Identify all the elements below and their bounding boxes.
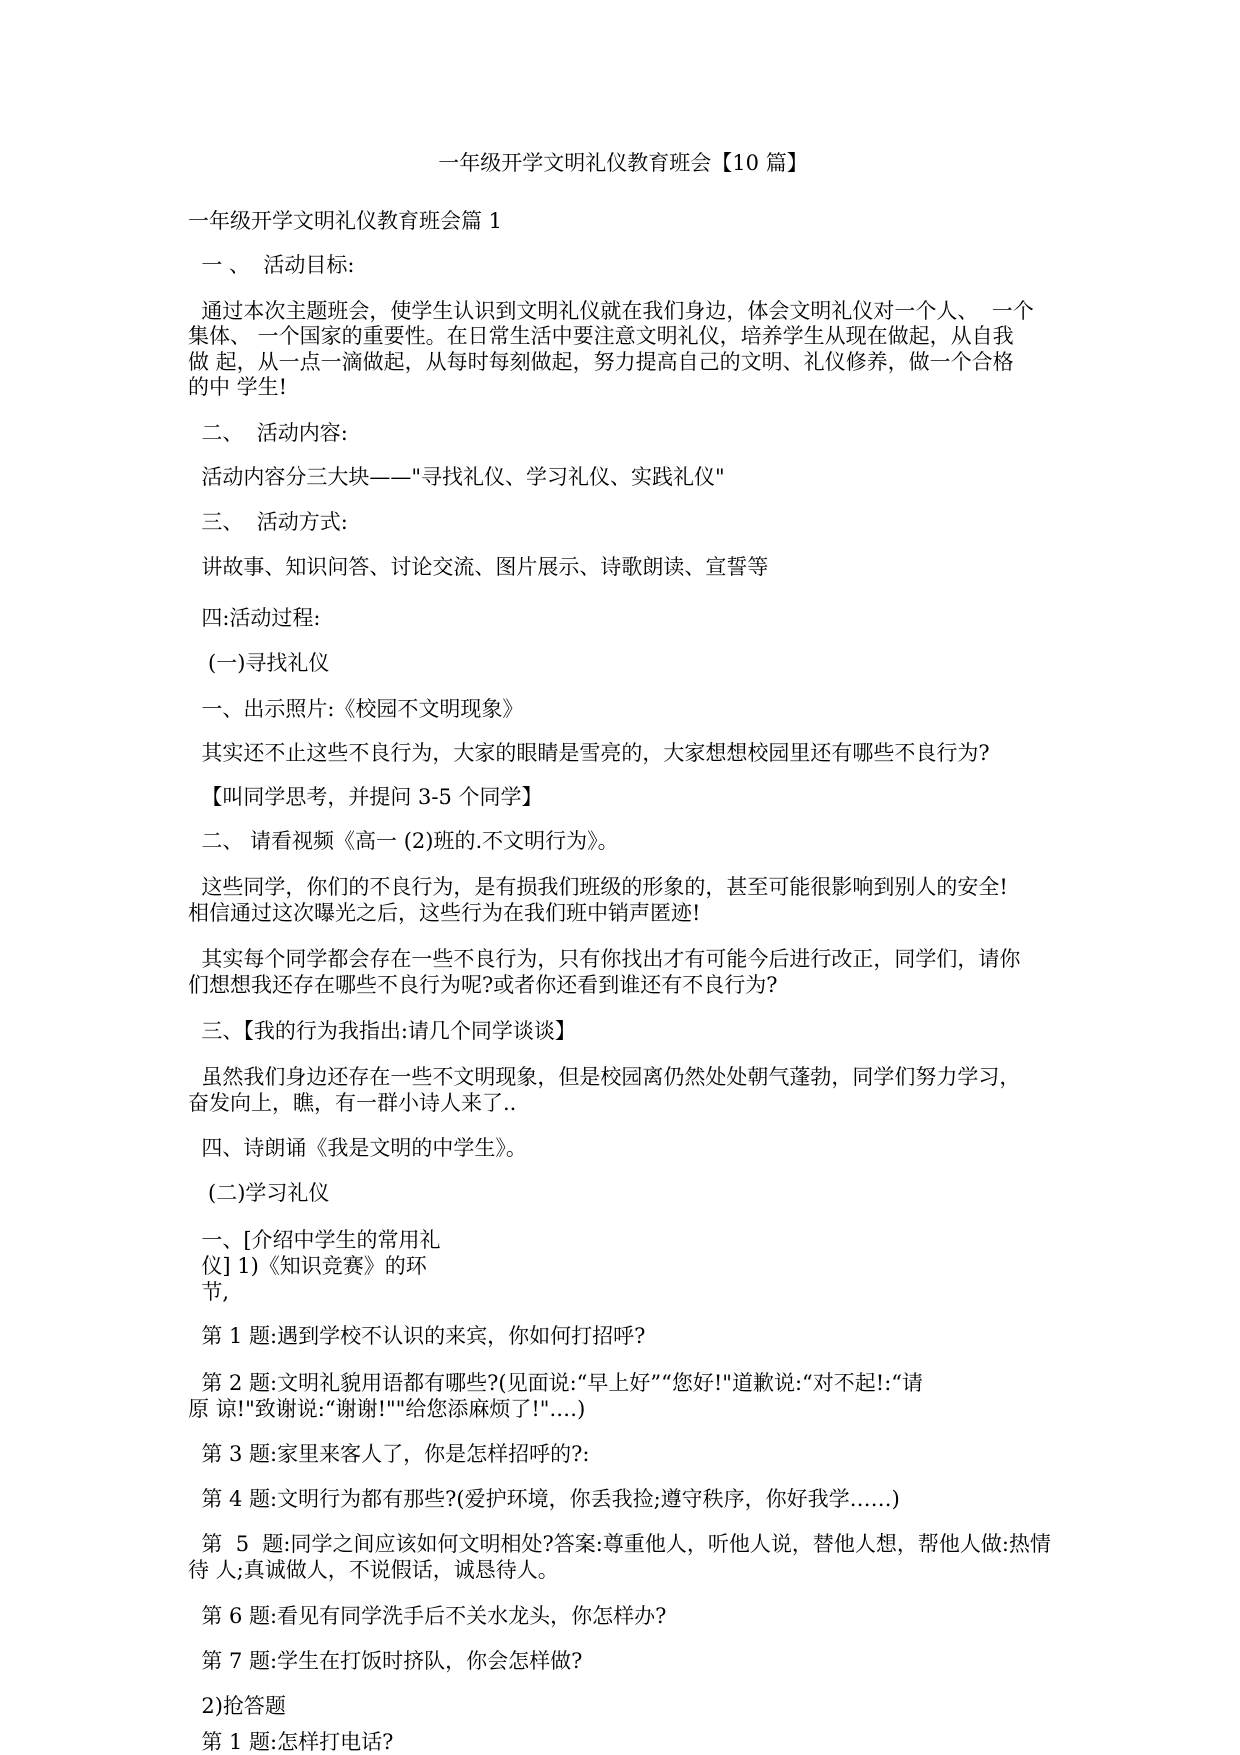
- paragraph-line: 原 谅!"致谢说:“谢谢!""给您添麻烦了!".…): [188, 1397, 586, 1421]
- paragraph-line: 第 1 题:怎样打电话?: [188, 1730, 394, 1754]
- paragraph-line: 做 起，从一点一滴做起，从每时每刻做起，努力提高自己的文明、礼仪修养，做一个合格: [188, 350, 1014, 374]
- paragraph-line: 四:活动过程:: [188, 606, 321, 630]
- paragraph-line: 四、诗朗诵《我是文明的中学生》。: [188, 1136, 527, 1160]
- paragraph-line: 相信通过这次曝光之后，这些行为在我们班中销声匿迹!: [188, 901, 701, 925]
- paragraph-line: 讲故事、知识问答、讨论交流、图片展示、诗歌朗读、宣誓等: [188, 555, 769, 579]
- paragraph-line: 【叫同学思考，并提问 3-5 个同学】: [188, 785, 543, 809]
- paragraph-line: 的中 学生!: [188, 375, 288, 399]
- paragraph-line: 一、出示照片:《校园不文明现象》: [188, 697, 524, 721]
- paragraph-line: 节,: [188, 1280, 230, 1304]
- paragraph-line: 仪] 1)《知识竞赛》的环: [188, 1254, 427, 1278]
- paragraph-line: 2)抢答题: [188, 1694, 286, 1718]
- paragraph-line: 活动内容分三大块——"寻找礼仪、学习礼仪、实践礼仪": [188, 465, 725, 489]
- document-title: 一年级开学文明礼仪教育班会【10 篇】: [438, 151, 808, 175]
- paragraph-line: 第 6 题:看见有同学洗手后不关水龙头，你怎样办?: [188, 1604, 667, 1628]
- paragraph-line: 这些同学，你们的不良行为，是有损我们班级的形象的，甚至可能很影响到别人的安全!: [188, 875, 1008, 899]
- paragraph-line: 第 7 题:学生在打饭时挤队，你会怎样做?: [188, 1649, 583, 1673]
- paragraph-line: 其实还不止这些不良行为，大家的眼睛是雪亮的，大家想想校园里还有哪些不良行为?: [188, 741, 990, 765]
- paragraph-line: 第 4 题:文明行为都有那些?(爱护环境，你丢我捡;遵守秩序，你好我学……): [188, 1487, 900, 1511]
- paragraph-line: (一)寻找礼仪: [188, 651, 330, 675]
- document-page: [188, 0, 1058, 1754]
- paragraph-line: 第 5 题:同学之间应该如何文明相处?答案:尊重他人，听他人说，替他人想，帮他人做:热情: [188, 1532, 1051, 1556]
- paragraph-line: 通过本次主题班会，使学生认识到文明礼仪就在我们身边，体会文明礼仪对一个人、 一个: [188, 299, 1034, 323]
- paragraph-line: 一、[介绍中学生的常用礼: [188, 1228, 441, 1252]
- paragraph-line: (二)学习礼仪: [188, 1181, 330, 1205]
- paragraph-line: 三、 活动方式:: [188, 510, 348, 534]
- paragraph-line: 第 3 题:家里来客人了，你是怎样招呼的?:: [188, 1442, 590, 1466]
- paragraph-line: 奋发向上，瞧，有一群小诗人来了..: [188, 1091, 517, 1115]
- paragraph-line: 虽然我们身边还存在一些不文明现象，但是校园离仍然处处朝气蓬勃，同学们努力学习，: [188, 1065, 1021, 1089]
- paragraph-line: 第 1 题:遇到学校不认识的来宾，你如何打招呼?: [188, 1324, 646, 1348]
- paragraph-line: 们想想我还存在哪些不良行为呢?或者你还看到谁还有不良行为?: [188, 973, 778, 997]
- paragraph-line: 二、 活动内容:: [188, 421, 348, 445]
- paragraph-line: 二、 请看视频《高一 (2)班的.不文明行为》。: [188, 829, 619, 853]
- paragraph-line: 待 人;真诚做人，不说假话，诚恳待人。: [188, 1558, 559, 1582]
- paragraph-line: 一 、 活动目标:: [188, 253, 355, 277]
- paragraph-line: 其实每个同学都会存在一些不良行为，只有你找出才有可能今后进行改正，同学们，请你: [188, 947, 1021, 971]
- section-heading: 一年级开学文明礼仪教育班会篇 1: [188, 209, 503, 233]
- paragraph-line: 第 2 题:文明礼貌用语都有哪些?(见面说:“早上好”“您好!"道歉说:“对不起!:“请: [188, 1371, 924, 1395]
- paragraph-line: 三、【我的行为我指出:请几个同学谈谈】: [188, 1019, 576, 1043]
- paragraph-line: 集体、 一个国家的重要性。在日常生活中要注意文明礼仪，培养学生从现在做起，从自我: [188, 324, 1014, 348]
